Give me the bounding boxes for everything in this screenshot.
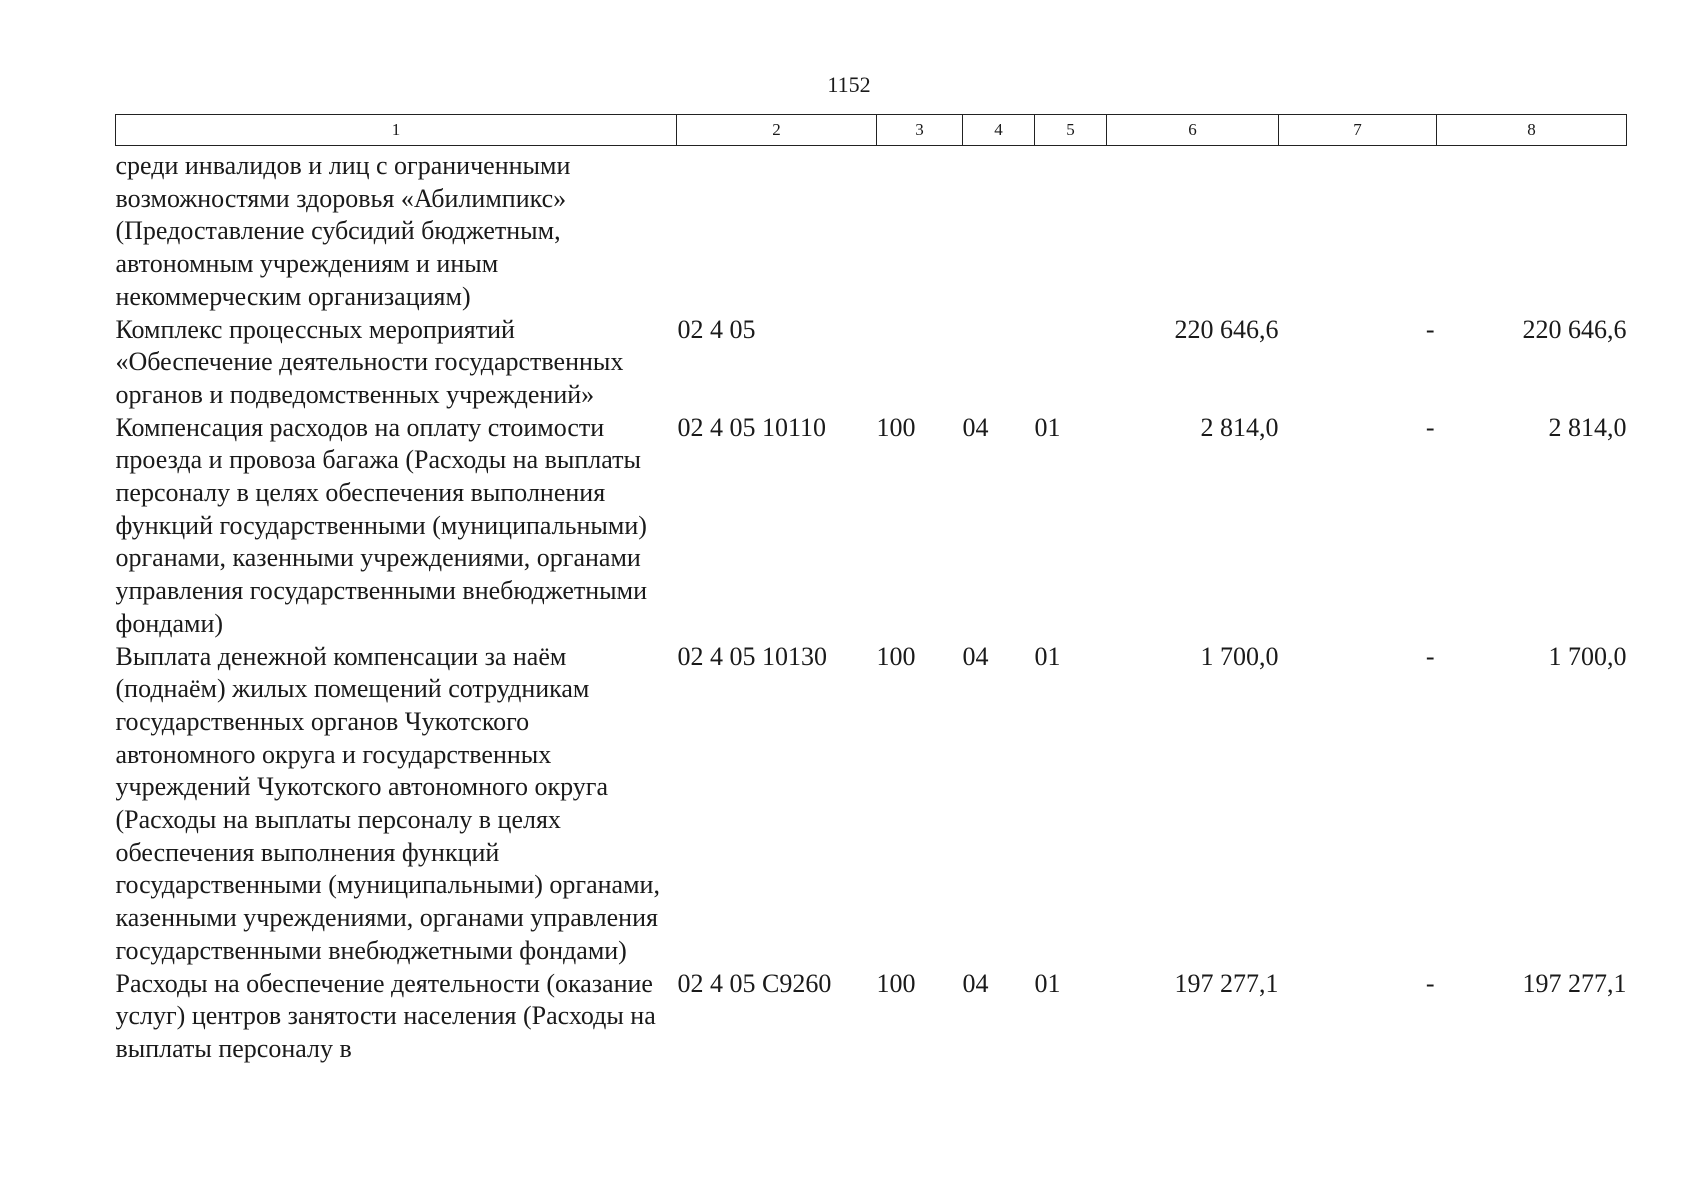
row-rz xyxy=(963,314,1035,412)
row-change: - xyxy=(1425,968,1435,998)
table-row xyxy=(116,641,1627,968)
row-vr: 100 xyxy=(876,641,916,671)
row-name: Выплата денежной компенсации за наём (поднаём) жилых помещений сотрудникам государственных органов Чукотского автономного округа и государственных учреждений Чукотского автономного округа (Расходы на выплаты персоналу в целях обеспечения выполнения функций государственными (муниципальными) органами, казенными учреждениями, органами управления государственными внебюджетными фондами) xyxy=(115,641,660,965)
row-vr: 100 xyxy=(876,968,916,998)
row-name: среди инвалидов и лиц с ограниченными возможностями здоровья «Абилимпикс» (Предоставление субсидий бюджетным, автономным учреждениям и иным некоммерческим организациям) xyxy=(115,151,571,311)
header-row xyxy=(116,115,1627,146)
table-row xyxy=(116,412,1627,641)
row-change: - xyxy=(1425,641,1435,671)
header-cell-6: 6 xyxy=(1107,115,1279,146)
row-rz: 04 xyxy=(962,968,989,998)
header-cell-3: 3 xyxy=(877,115,963,146)
row-vr xyxy=(877,146,963,314)
row-csr: 02 4 05 10110 xyxy=(677,412,827,442)
row-name: Расходы на обеспечение деятельности (оказание услуг) центров занятости населения (Расходы на выплаты персоналу в xyxy=(115,968,656,1063)
row-rz xyxy=(963,146,1035,314)
row-sum: 197 277,1 xyxy=(1174,968,1279,998)
table-row xyxy=(116,314,1627,412)
row-total: 2 814,0 xyxy=(1548,412,1627,442)
table-row xyxy=(116,146,1627,314)
row-pr: 01 xyxy=(1034,412,1061,442)
header-cell-1: 1 xyxy=(116,115,677,146)
row-sum: 220 646,6 xyxy=(1174,314,1279,344)
row-change: - xyxy=(1425,412,1435,442)
row-change xyxy=(1279,146,1437,314)
row-total: 220 646,6 xyxy=(1522,314,1627,344)
row-pr: 01 xyxy=(1034,641,1061,671)
row-sum xyxy=(1107,146,1279,314)
row-name: Комплекс процессных мероприятий «Обеспечение деятельности государственных органов и подведомственных учреждений» xyxy=(115,314,624,409)
page-number: 1152 xyxy=(827,72,871,97)
row-csr: 02 4 05 10130 xyxy=(677,641,827,671)
header-cell-8: 8 xyxy=(1437,115,1627,146)
header-cell-4: 4 xyxy=(963,115,1035,146)
row-rz: 04 xyxy=(962,412,989,442)
row-change: - xyxy=(1425,314,1435,344)
row-pr xyxy=(1035,314,1107,412)
row-total: 1 700,0 xyxy=(1548,641,1627,671)
header-cell-7: 7 xyxy=(1279,115,1437,146)
row-total xyxy=(1437,146,1627,314)
row-csr: 02 4 05 xyxy=(677,314,756,344)
row-name: Компенсация расходов на оплату стоимости проезда и провоза багажа (Расходы на выплаты персоналу в целях обеспечения выполнения функций государственными (муниципальными) органами, казенными учреждениями, органами управления государственными внебюджетными фондами) xyxy=(115,412,647,638)
row-total: 197 277,1 xyxy=(1522,968,1627,998)
table-row xyxy=(116,968,1627,1066)
row-vr: 100 xyxy=(876,412,916,442)
row-rz: 04 xyxy=(962,641,989,671)
row-sum: 2 814,0 xyxy=(1200,412,1279,442)
table-body xyxy=(116,146,1627,1066)
row-csr xyxy=(677,146,877,314)
row-csr: 02 4 05 С9260 xyxy=(677,968,832,998)
header-cell-2: 2 xyxy=(677,115,877,146)
row-sum: 1 700,0 xyxy=(1200,641,1279,671)
row-pr: 01 xyxy=(1034,968,1061,998)
row-pr xyxy=(1035,146,1107,314)
row-vr xyxy=(877,314,963,412)
header-cell-5: 5 xyxy=(1035,115,1107,146)
budget-table xyxy=(115,114,1627,1066)
document-page xyxy=(115,114,1626,1066)
table-header xyxy=(116,115,1627,146)
